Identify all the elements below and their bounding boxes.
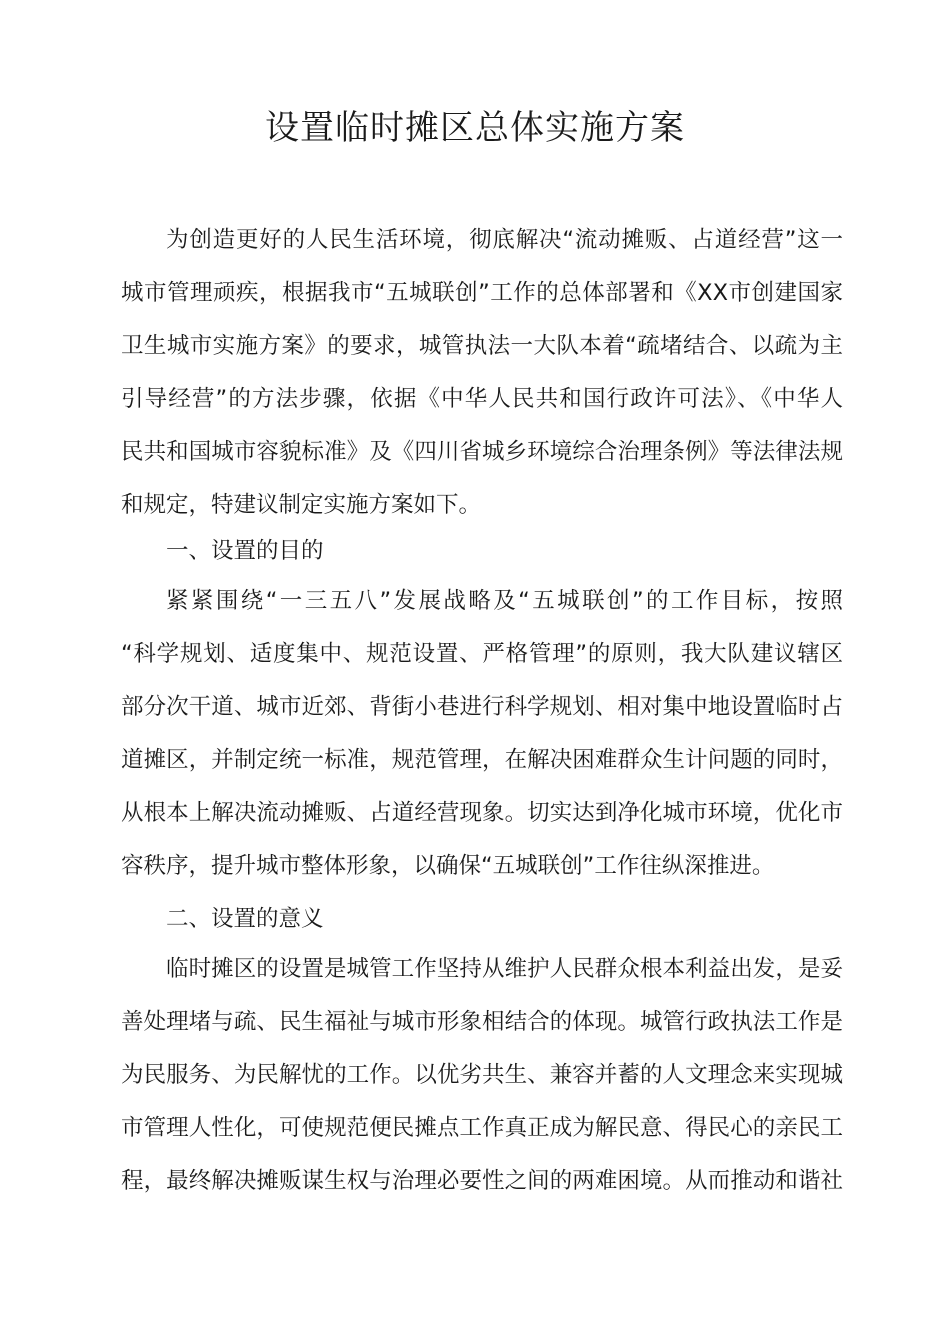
text-line: 道摊区，并制定统一标准，规范管理，在解决困难群众生计问题的同时，	[121, 747, 843, 773]
text-line: 和规定，特建议制定实施方案如下。	[121, 492, 482, 518]
text-line: 为创造更好的人民生活环境，彻底解决“流动摊贩、占道经营”这一	[166, 227, 843, 253]
text-line: 从根本上解决流动摊贩、占道经营现象。切实达到净化城市环境，优化市	[121, 800, 843, 826]
text-line: 程，最终解决摊贩谋生权与治理必要性之间的两难困境。从而推动和谐社	[121, 1168, 843, 1194]
text-line: 为民服务、为民解忧的工作。以优劣共生、兼容并蓄的人文理念来实现城	[121, 1062, 843, 1088]
text-line: 城市管理顽疾，根据我市“五城联创”工作的总体部署和《XX市创建国家	[121, 280, 843, 306]
text-line: “科学规划、适度集中、规范设置、严格管理”的原则，我大队建议辖区	[121, 641, 843, 667]
purpose-paragraph	[121, 575, 843, 893]
text-line: 卫生城市实施方案》的要求，城管执法一大队本着“疏堵结合、以疏为主	[121, 333, 843, 359]
text-line: 临时摊区的设置是城管工作坚持从维护人民群众根本利益出发，是妥	[166, 956, 843, 982]
text-line: 市管理人性化，可使规范便民摊点工作真正成为解民意、得民心的亲民工	[121, 1115, 843, 1141]
intro-paragraph	[121, 214, 843, 532]
document-title: 设置临时摊区总体实施方案	[265, 108, 685, 148]
significance-paragraph	[121, 943, 843, 1208]
section-heading: 一、设置的目的	[166, 538, 324, 564]
text-line: 引导经营”的方法步骤，依据《中华人民共和国行政许可法》、《中华人	[121, 386, 843, 412]
text-line: 容秩序，提升城市整体形象，以确保“五城联创”工作往纵深推进。	[121, 853, 775, 879]
section-heading: 二、设置的意义	[166, 906, 324, 932]
text-line: 民共和国城市容貌标准》及《四川省城乡环境综合治理条例》等法律法规	[121, 439, 843, 465]
text-line: 部分次干道、城市近郊、背街小巷进行科学规划、相对集中地设置临时占	[121, 694, 843, 720]
text-line: 紧紧围绕“一三五八”发展战略及“五城联创”的工作目标，按照	[166, 588, 843, 614]
text-line: 善处理堵与疏、民生福祉与城市形象相结合的体现。城管行政执法工作是	[121, 1009, 843, 1035]
section-heading-significance	[121, 893, 843, 946]
section-heading-purpose	[121, 525, 843, 578]
